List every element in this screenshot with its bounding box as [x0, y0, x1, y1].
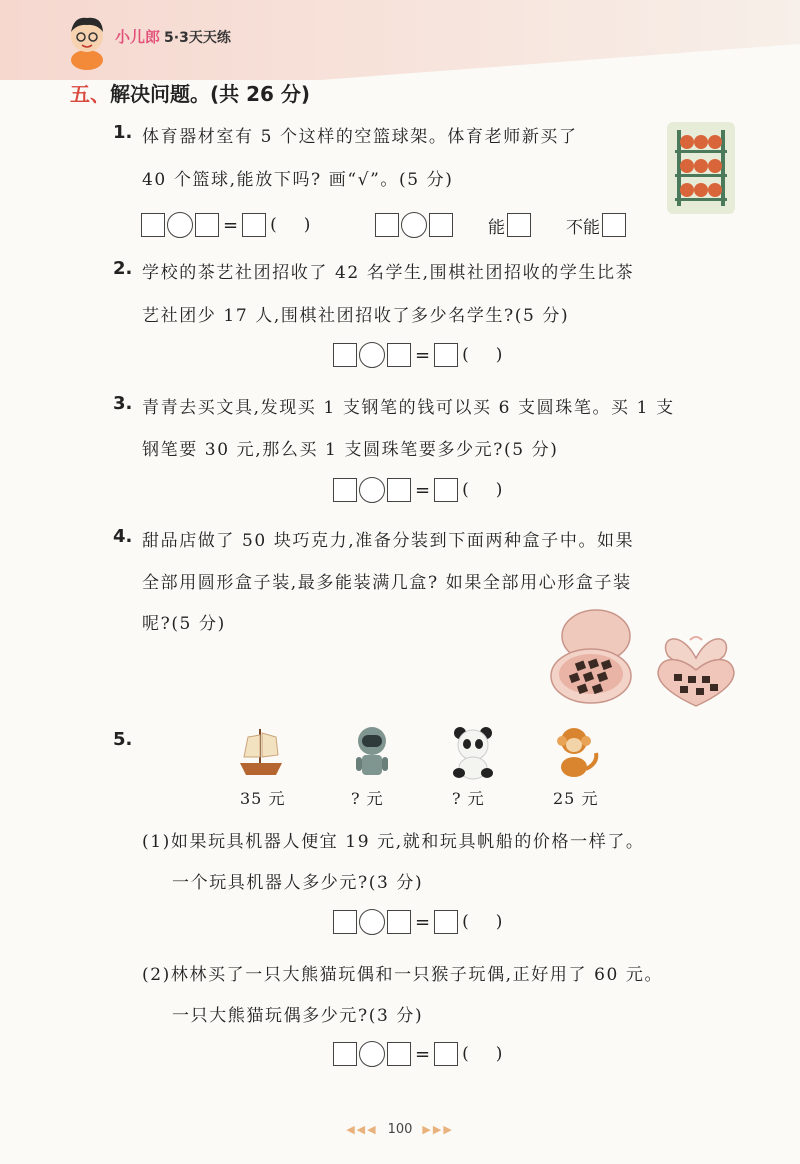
mascot-logo-icon — [62, 10, 112, 70]
operator-circle[interactable] — [359, 342, 385, 368]
answer-box[interactable] — [387, 1042, 411, 1066]
q3-line1: 青青去买文具,发现买 1 支钢笔的钱可以买 6 支圆珠笔。买 1 支 — [142, 398, 675, 418]
page-number: 100 — [387, 1122, 413, 1137]
unit-paren[interactable]: ( ) — [462, 912, 503, 932]
price-sailboat: 35 元 — [240, 789, 286, 808]
operator-circle[interactable] — [359, 1041, 385, 1067]
q5-sub2-equation — [333, 1040, 502, 1068]
q5-sub2-line1: (2)林林买了一只大熊猫玩偶和一只猴子玩偶,正好用了 60 元。 — [142, 965, 664, 985]
page-footer — [0, 1122, 800, 1137]
answer-box[interactable] — [333, 343, 357, 367]
section-number: 五、 — [70, 82, 110, 106]
equals-sign: = — [415, 344, 431, 366]
operator-circle[interactable] — [167, 212, 193, 238]
answer-box[interactable] — [434, 478, 458, 502]
compare-circle[interactable] — [401, 212, 427, 238]
round-chocolate-box-image — [548, 606, 634, 706]
right-arrows-icon: ▶▶▶ — [422, 1123, 454, 1136]
q4-line2: 全部用圆形盒子装,最多能装满几盒? 如果全部用心形盒子装 — [142, 573, 632, 593]
unit-paren[interactable]: ( ) — [462, 345, 503, 365]
toy-sailboat-image — [234, 723, 288, 781]
basketball-rack-image — [667, 122, 735, 214]
q3-line2: 钢笔要 30 元,那么买 1 支圆珠笔要多少元?(5 分) — [142, 440, 559, 460]
section-heading: 解决问题。(共 26 分) — [110, 82, 311, 106]
answer-box[interactable] — [387, 343, 411, 367]
answer-box[interactable] — [429, 213, 453, 237]
answer-box[interactable] — [333, 910, 357, 934]
unit-paren[interactable]: ( ) — [462, 1044, 503, 1064]
q1-line2: 40 个篮球,能放下吗? 画“√”。(5 分) — [142, 170, 454, 190]
q2-equation — [333, 341, 502, 369]
operator-circle[interactable] — [359, 477, 385, 503]
heart-chocolate-box-image — [650, 618, 742, 710]
brand-title — [115, 26, 231, 47]
section-title — [70, 78, 310, 107]
answer-box[interactable] — [387, 478, 411, 502]
q5-sub2-line2: 一只大熊猫玩偶多少元?(3 分) — [172, 1006, 424, 1026]
brand-name: 小儿郎 — [115, 28, 161, 46]
answer-box[interactable] — [434, 343, 458, 367]
left-arrows-icon: ◀◀◀ — [346, 1123, 378, 1136]
cannot-label: 不能 — [566, 217, 600, 238]
q5-sub1-equation — [333, 908, 502, 936]
answer-box[interactable] — [375, 213, 399, 237]
q3-number: 3. — [113, 393, 133, 414]
unit-paren[interactable]: ( ) — [270, 215, 311, 235]
q1-line1: 体育器材室有 5 个这样的空篮球架。体育老师新买了 — [142, 127, 578, 147]
q1-compare — [375, 211, 453, 239]
q2-line1: 学校的茶艺社团招收了 42 名学生,围棋社团招收的学生比茶 — [142, 263, 635, 283]
toy-monkey-image — [548, 723, 604, 781]
can-checkbox[interactable] — [507, 213, 531, 237]
q1-cannot-option — [566, 211, 626, 239]
q4-number: 4. — [113, 526, 133, 547]
equals-sign: = — [415, 911, 431, 933]
equals-sign: = — [415, 1043, 431, 1065]
price-monkey: 25 元 — [553, 789, 599, 808]
can-label: 能 — [488, 217, 505, 238]
answer-box[interactable] — [434, 1042, 458, 1066]
equals-sign: = — [415, 479, 431, 501]
price-robot: ? 元 — [351, 789, 384, 808]
q5-number: 5. — [113, 729, 133, 750]
answer-box[interactable] — [242, 213, 266, 237]
q1-can-option — [488, 211, 531, 239]
q1-number: 1. — [113, 122, 133, 143]
operator-circle[interactable] — [359, 909, 385, 935]
q1-equation — [141, 211, 310, 239]
q3-equation — [333, 476, 502, 504]
toy-robot-image — [350, 723, 394, 781]
q4-line3: 呢?(5 分) — [142, 614, 226, 634]
q4-line1: 甜品店做了 50 块巧克力,准备分装到下面两种盒子中。如果 — [142, 531, 635, 551]
q5-sub1-line2: 一个玩具机器人多少元?(3 分) — [172, 873, 424, 893]
answer-box[interactable] — [333, 478, 357, 502]
equals-sign: = — [223, 214, 239, 236]
price-panda: ? 元 — [452, 789, 485, 808]
q5-sub1-line1: (1)如果玩具机器人便宜 19 元,就和玩具帆船的价格一样了。 — [142, 832, 645, 852]
cannot-checkbox[interactable] — [602, 213, 626, 237]
answer-box[interactable] — [387, 910, 411, 934]
q2-number: 2. — [113, 258, 133, 279]
answer-box[interactable] — [141, 213, 165, 237]
unit-paren[interactable]: ( ) — [462, 480, 503, 500]
answer-box[interactable] — [434, 910, 458, 934]
answer-box[interactable] — [195, 213, 219, 237]
brand-subtitle: 5·3天天练 — [164, 30, 231, 46]
q2-line2: 艺社团少 17 人,围棋社团招收了多少名学生?(5 分) — [142, 306, 570, 326]
toy-panda-image — [448, 723, 498, 781]
answer-box[interactable] — [333, 1042, 357, 1066]
